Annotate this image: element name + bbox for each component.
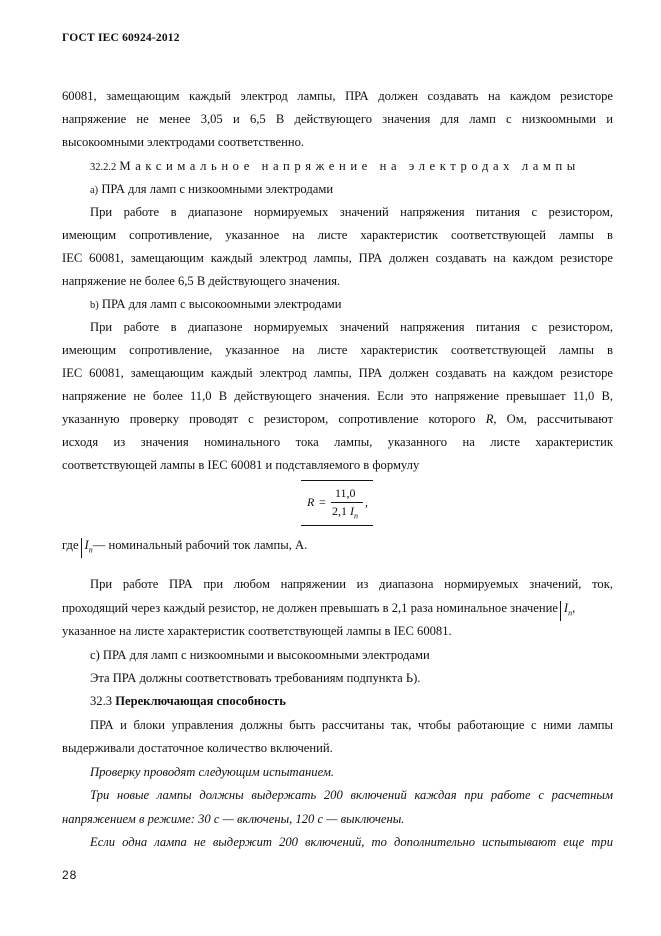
- text-line: 60081, замещающим каждый электрод лампы, ПРА должен создавать на каждом резисторе: [62, 89, 613, 103]
- text-line: напряжение не более 6,5 В действующего значения.: [62, 274, 341, 288]
- text-line: При работе в диапазоне нормируемых значений напряжения питания с резистором,: [90, 205, 613, 219]
- where-text: — номинальный рабочий ток лампы, А.: [92, 538, 308, 552]
- item-a-heading: [90, 182, 613, 198]
- text-line: имеющим сопротивление, указанное на листе характеристик соответствующей лампы в: [62, 228, 613, 242]
- section-32-3-heading: [90, 694, 613, 709]
- formula-comma: ,: [365, 495, 368, 509]
- text-line: IEC 60081, замещающим каждый электрод лампы, ПРА должен создавать на каждом резисторе: [62, 251, 613, 265]
- where-line: [62, 538, 613, 558]
- formula: [301, 480, 373, 526]
- text-line: Если одна лампа не выдержит 200 включений, то дополнительно испытывают еще три: [90, 835, 613, 849]
- current-var: I: [84, 538, 89, 552]
- current-sub: n: [88, 545, 93, 555]
- current-var: I: [563, 601, 569, 615]
- text-line: Три новые лампы должны выдержать 200 включений каждая при работе с расчетным: [90, 788, 613, 802]
- current-sub: n: [568, 608, 573, 618]
- text-line: напряжение не более 11,0 В действующего значения. Если это напряжение превышает 11,0 В,: [62, 389, 613, 403]
- text-line: При работе ПРА при любом напряжении из диапазона нормируемых значений, ток,: [90, 577, 613, 591]
- den-variable: I: [350, 504, 354, 518]
- item-b-heading: [90, 297, 613, 313]
- text-line: ПРА и блоки управления должны быть рассчитаны так, чтобы работающие с ними лампы: [90, 718, 613, 732]
- item-c-heading: с) ПРА для ламп с низкоомными и высокоомными электродами: [90, 648, 430, 662]
- text-line: указанное на листе характеристик соответствующей лампы в IEC 60081.: [62, 624, 452, 638]
- current-symbol: [81, 538, 93, 558]
- section-number: 32.3: [90, 694, 113, 708]
- item-marker: b): [90, 300, 99, 311]
- section-title: Максимальное напряжение на электродах лампы: [119, 159, 580, 173]
- text-line: высокоомными электродами соответственно.: [62, 135, 305, 149]
- section-32-2-2-heading: [90, 159, 613, 175]
- fraction-bar: [331, 502, 363, 503]
- section-title: Переключающая способность: [115, 694, 286, 708]
- text-line: При работе в диапазоне нормируемых значений напряжения питания с резистором,: [90, 320, 613, 334]
- formula-numerator: 11,0: [335, 486, 356, 500]
- text-line: соответствующей лампы в IEC 60081 и подставляемого в формулу: [62, 458, 420, 472]
- current-symbol: [560, 601, 572, 621]
- formula-denominator: [332, 504, 358, 520]
- text-part: проходящий через каждый резистор, не должен превышать в 2,1 раза номинальное значение: [62, 601, 558, 615]
- section-number: 32.2.2: [90, 162, 117, 173]
- text-part: ,: [572, 601, 576, 615]
- text-line: [62, 601, 613, 621]
- document-header: ГОСТ IEC 60924-2012: [62, 32, 180, 44]
- item-marker: а): [90, 185, 99, 196]
- text-line: имеющим сопротивление, указанное на листе характеристик соответствующей лампы в: [62, 343, 613, 357]
- text-line: IEC 60081, замещающим каждый электрод лампы, ПРА должен создавать на каждом резисторе: [62, 366, 613, 380]
- formula-equals: =: [319, 495, 326, 509]
- text-part: указанную проверку проводят с резистором, сопротивление которого: [62, 412, 476, 426]
- formula-r: R: [307, 495, 315, 509]
- text-line: Эта ПРА должны соответствовать требованиям подпункта Ь).: [90, 671, 421, 685]
- text-line: Проверку проводят следующим испытанием.: [90, 765, 335, 779]
- text-part: , Ом, рассчитывают: [493, 412, 613, 426]
- text-line: выдерживали достаточное количество включений.: [62, 741, 333, 755]
- text-line: напряжение не менее 3,05 и 6,5 В действующего значения для ламп с низкоомными и: [62, 112, 613, 126]
- den-coefficient: 2,1: [332, 504, 347, 518]
- resistance-symbol: R: [485, 412, 494, 426]
- page-number: 28: [62, 868, 78, 882]
- text-line: исходя из значения номинального тока лампы, указанного на листе характеристик: [62, 435, 613, 449]
- den-subscript: n: [354, 511, 358, 521]
- text-line: напряжением в режиме: 30 с — включены, 120 с — выключены.: [62, 812, 405, 826]
- item-title: ПРА для ламп с низкоомными электродами: [101, 182, 334, 196]
- item-title: ПРА для ламп с высокоомными электродами: [101, 297, 342, 311]
- text-line: [62, 412, 613, 427]
- where-label: где: [62, 538, 79, 552]
